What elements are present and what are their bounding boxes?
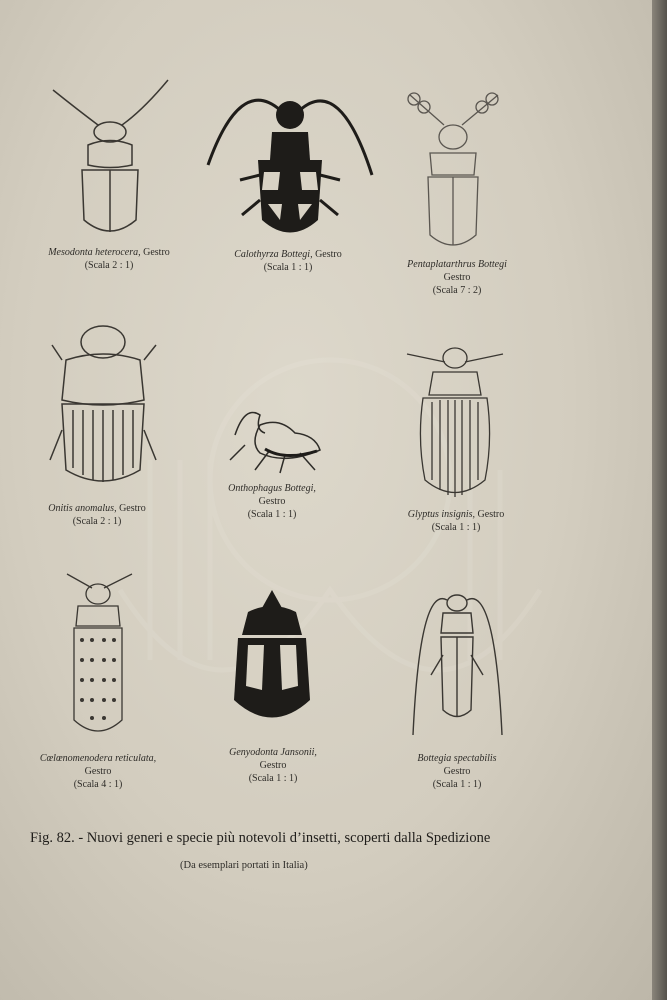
bottegia-illustration	[405, 585, 510, 745]
coelaenomenodera-illustration	[62, 570, 134, 740]
caption-species-5: Onthophagus Bottegi, Gestro (Scala 1 : 1)	[228, 483, 316, 520]
caption-species-6: Glyptus insignis, Gestro (Scala 1 : 1)	[407, 509, 505, 533]
caption-species-1: Mesodonta heterocera, Gestro (Scala 2 : 1)	[48, 247, 170, 271]
caption-species-4: Onitis anomalus, Gestro (Scala 2 : 1)	[48, 503, 146, 527]
calothyrza-illustration	[200, 80, 380, 240]
onitis-illustration	[48, 320, 158, 492]
pentaplatarthrus-illustration	[400, 85, 505, 250]
glyptus-illustration	[405, 340, 505, 500]
caption-species-9: Bottegia spectabilis Gestro (Scala 1 : 1)	[417, 753, 497, 790]
caption-species-3: Pentaplatarthrus Bottegi Gestro (Scala 7 : 2)	[407, 259, 507, 296]
mesodonta-illustration	[48, 70, 172, 240]
genyodonta-illustration	[230, 590, 314, 730]
page-edge	[652, 0, 667, 1000]
figure-caption: Fig. 82. - Nuovi generi e specie più notevoli d’insetti, scoperti dalla Spedizione	[30, 830, 491, 846]
caption-species-8: Genyodonta Jansonii, Gestro (Scala 1 : 1)	[229, 747, 317, 784]
onthophagus-illustration	[225, 405, 330, 475]
figure-subcaption: (Da esemplari portati in Italia)	[180, 860, 308, 871]
caption-species-7: Cœlœnomenodera reticulata, Gestro (Scala 4 : 1)	[39, 753, 157, 790]
caption-species-2: Calothyrza Bottegi, Gestro (Scala 1 : 1)	[234, 249, 342, 273]
